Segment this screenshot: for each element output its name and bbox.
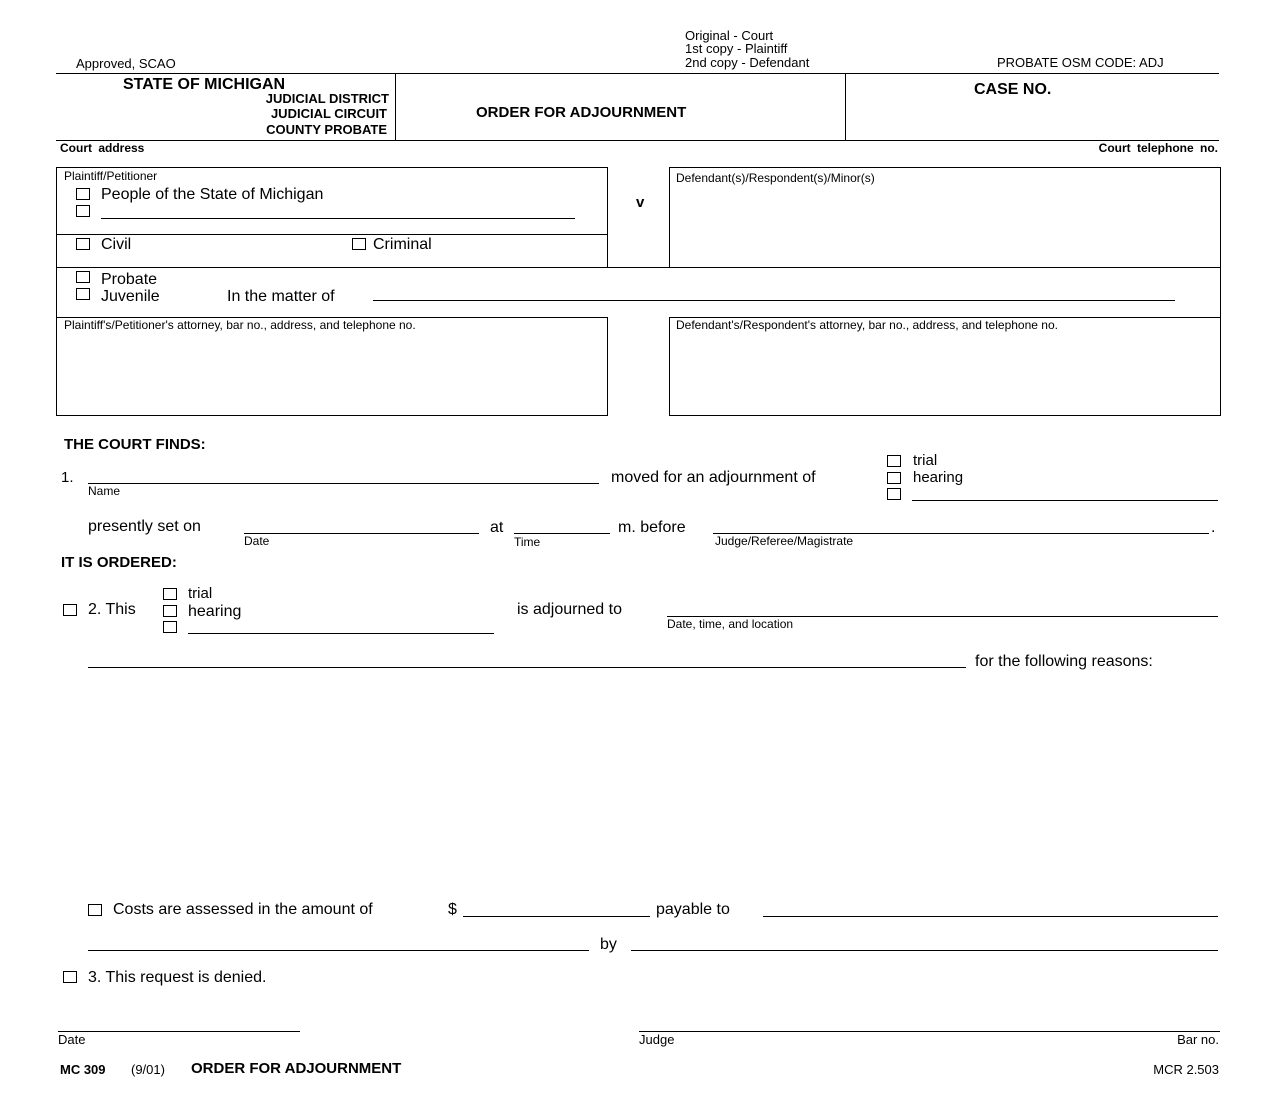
at-label: at bbox=[490, 519, 504, 536]
probate-label: Probate bbox=[101, 271, 158, 288]
costs-label: Costs are assessed in the amount of bbox=[113, 901, 373, 918]
ordered-heading: IT IS ORDERED: bbox=[61, 554, 177, 571]
adjourned-to-label: is adjourned to bbox=[517, 601, 622, 618]
date-line[interactable] bbox=[244, 533, 479, 534]
juvenile-label: Juvenile bbox=[101, 288, 160, 305]
osm-code: PROBATE OSM CODE: ADJ bbox=[997, 55, 1164, 70]
versus-label: v bbox=[636, 194, 645, 211]
ordered-other-line[interactable] bbox=[188, 633, 494, 634]
judicial-district: JUDICIAL DISTRICT bbox=[265, 91, 389, 106]
date-caption: Date bbox=[244, 534, 270, 548]
page-title: ORDER FOR ADJOURNMENT bbox=[476, 104, 687, 121]
court-telephone-label: Court telephone no. bbox=[1098, 141, 1218, 155]
people-option-label: People of the State of Michigan bbox=[101, 186, 324, 203]
state-of-michigan: STATE OF MICHIGAN bbox=[123, 76, 286, 93]
costs-checkbox[interactable] bbox=[88, 904, 102, 916]
signature-bar-no-caption: Bar no. bbox=[1177, 1032, 1219, 1047]
dollar-sign: $ bbox=[448, 901, 457, 918]
signature-date-caption: Date bbox=[58, 1032, 86, 1047]
copy-second: 2nd copy - Defendant bbox=[685, 55, 810, 70]
payable-to-label: payable to bbox=[656, 901, 730, 918]
criminal-checkbox[interactable] bbox=[352, 238, 366, 250]
case-no-label: CASE NO. bbox=[974, 81, 1052, 98]
ordered-hearing-checkbox[interactable] bbox=[163, 605, 177, 617]
item-2-label: 2. This bbox=[88, 601, 136, 618]
defendant-label: Defendant(s)/Respondent(s)/Minor(s) bbox=[676, 171, 875, 185]
costs-amount-line[interactable] bbox=[463, 916, 650, 917]
matter-row-top bbox=[56, 267, 1221, 268]
ordered-trial-checkbox[interactable] bbox=[163, 588, 177, 600]
criminal-label: Criminal bbox=[373, 236, 432, 253]
people-checkbox[interactable] bbox=[76, 188, 90, 200]
plaintiff-other-checkbox[interactable] bbox=[76, 205, 90, 217]
plaintiff-attorney-label: Plaintiff's/Petitioner's attorney, bar no., address, and telephone no. bbox=[64, 318, 416, 332]
matter-row-left bbox=[56, 267, 57, 317]
reasons-line[interactable] bbox=[88, 667, 966, 668]
matter-of-line[interactable] bbox=[373, 300, 1175, 301]
finds-other-checkbox[interactable] bbox=[887, 488, 901, 500]
finds-trial-label: trial bbox=[913, 452, 938, 469]
footer-title: ORDER FOR ADJOURNMENT bbox=[191, 1060, 402, 1077]
signature-judge-caption: Judge bbox=[639, 1032, 675, 1047]
costs-by-left-line[interactable] bbox=[88, 950, 589, 951]
matter-of-label: In the matter of bbox=[227, 288, 335, 305]
moved-text: moved for an adjournment of bbox=[611, 469, 816, 486]
by-label: by bbox=[600, 936, 617, 953]
item-1-number: 1. bbox=[61, 469, 74, 486]
header-top-rule bbox=[56, 73, 1219, 74]
payable-to-line[interactable] bbox=[763, 916, 1218, 917]
civil-checkbox[interactable] bbox=[76, 238, 90, 250]
county-probate: COUNTY PROBATE bbox=[266, 122, 387, 137]
name-caption: Name bbox=[88, 484, 121, 498]
juvenile-checkbox[interactable] bbox=[76, 288, 90, 300]
signature-date-line[interactable] bbox=[58, 1031, 300, 1032]
finds-other-line[interactable] bbox=[912, 500, 1218, 501]
costs-by-right-line[interactable] bbox=[631, 950, 1218, 951]
matter-row-right bbox=[1220, 267, 1221, 317]
time-line[interactable] bbox=[514, 533, 610, 534]
ordered-trial-label: trial bbox=[188, 585, 213, 602]
judge-caption: Judge/Referee/Magistrate bbox=[715, 534, 854, 548]
plaintiff-other-line[interactable] bbox=[101, 218, 575, 219]
plaintiff-label: Plaintiff/Petitioner bbox=[64, 169, 158, 183]
time-caption: Time bbox=[514, 535, 541, 549]
reasons-label: for the following reasons: bbox=[975, 653, 1153, 670]
date-time-location-caption: Date, time, and location bbox=[667, 617, 794, 631]
item-2-checkbox[interactable] bbox=[63, 604, 77, 616]
court-finds-heading: THE COURT FINDS: bbox=[64, 436, 206, 453]
court-rule: MCR 2.503 bbox=[1153, 1062, 1219, 1077]
form-number: MC 309 bbox=[60, 1062, 106, 1077]
court-address-label: Court address bbox=[60, 141, 145, 155]
header-bottom-rule bbox=[56, 140, 1219, 141]
ordered-other-checkbox[interactable] bbox=[163, 621, 177, 633]
copy-first: 1st copy - Plaintiff bbox=[685, 41, 788, 56]
header-divider-left bbox=[395, 73, 396, 140]
m-before-label: m. before bbox=[618, 519, 686, 536]
judicial-circuit: JUDICIAL CIRCUIT bbox=[270, 106, 387, 121]
civil-label: Civil bbox=[101, 236, 132, 253]
finds-hearing-label: hearing bbox=[913, 469, 964, 486]
form-revision: (9/01) bbox=[131, 1062, 165, 1077]
copy-original: Original - Court bbox=[685, 28, 774, 43]
ordered-hearing-label: hearing bbox=[188, 603, 242, 620]
item-3-label: 3. This request is denied. bbox=[88, 969, 267, 986]
plaintiff-box-divider bbox=[56, 234, 608, 235]
defendant-attorney-label: Defendant's/Respondent's attorney, bar no., address, and telephone no. bbox=[676, 318, 1058, 332]
finds-trial-checkbox[interactable] bbox=[887, 455, 901, 467]
item-3-checkbox[interactable] bbox=[63, 971, 77, 983]
name-line[interactable] bbox=[88, 483, 599, 484]
presently-set-label: presently set on bbox=[88, 518, 201, 535]
period: . bbox=[1211, 519, 1216, 536]
probate-checkbox[interactable] bbox=[76, 271, 90, 283]
finds-hearing-checkbox[interactable] bbox=[887, 472, 901, 484]
header-divider-right bbox=[845, 73, 846, 140]
approved-scao: Approved, SCAO bbox=[76, 56, 176, 71]
signature-judge-line[interactable] bbox=[639, 1031, 1220, 1032]
